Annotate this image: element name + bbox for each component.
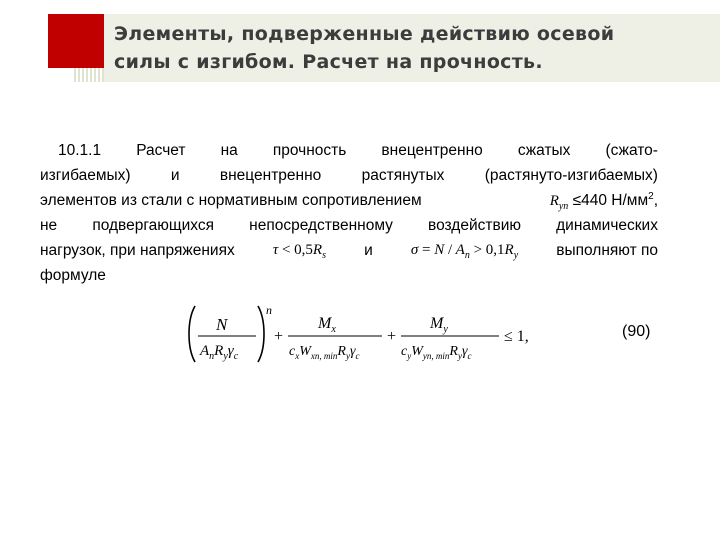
slide-title	[114, 20, 710, 76]
paragraph-line-5	[40, 238, 658, 263]
strength-limit: ≤440 Н/мм	[572, 192, 649, 209]
steel-strength-inline	[550, 188, 658, 213]
word: формуле	[40, 267, 106, 284]
word: сжатых	[517, 142, 571, 159]
title-line-1: Элементы, подверженные действию осевой	[114, 23, 615, 45]
svg-text:n: n	[266, 303, 272, 317]
word: на	[220, 142, 238, 159]
strength-formula	[186, 300, 566, 368]
word: (растянуто-изгибаемых)	[484, 167, 658, 184]
text-run: нагрузок, при напряжениях	[40, 242, 235, 259]
word: подвергающихся	[92, 217, 215, 234]
word: изгибаемых)	[40, 167, 131, 184]
math-sigma-condition: $\sigma = N / A_n > 0,1R_y$	[410, 242, 519, 261]
svg-text:AnRyγc: $A_nR_y\gamma_c$	[200, 343, 239, 362]
word: непосредственному	[249, 217, 393, 234]
first-term	[189, 303, 272, 362]
paragraph-line-1	[40, 138, 658, 163]
paragraph-line-4	[40, 213, 658, 238]
math-ryn: $R_{yn}$	[549, 193, 569, 212]
svg-text:cyWyn, minRyγc: $c_yW_{yn, min}R_y\gamma_c$	[401, 344, 472, 361]
word: внецентренно	[381, 142, 483, 159]
third-term	[401, 315, 499, 361]
decorative-stripes	[74, 68, 104, 82]
title-line-2: силы с изгибом. Расчет на прочность.	[114, 51, 543, 73]
word: воздействию	[428, 217, 521, 234]
word: 10.1.1	[58, 142, 102, 159]
math-tau-condition: $\tau < 0,5R_s$	[272, 242, 326, 261]
word: Расчет	[136, 142, 186, 159]
paragraph-line-3	[40, 188, 658, 213]
plus-sign: +	[274, 328, 284, 345]
paragraph	[40, 138, 658, 288]
svg-text:My: $M_y$	[430, 315, 448, 335]
paragraph-line-2	[40, 163, 658, 188]
word: и	[364, 242, 373, 259]
word: и	[170, 167, 180, 184]
word: динамических	[556, 217, 658, 234]
formula-number: (90)	[622, 323, 651, 340]
word: не	[40, 217, 58, 234]
word: прочность	[272, 142, 347, 159]
svg-text:Mx: $M_x$	[318, 315, 336, 335]
paragraph-line-6	[40, 263, 658, 288]
word: (сжато-	[605, 142, 658, 159]
plus-sign: +	[387, 328, 397, 345]
text-run: элементов из стали с нормативным сопротивлением	[40, 192, 422, 209]
svg-text:cxWxn, minRyγc: $c_xW_{xn, min}R_y\gamma_c$	[289, 344, 360, 361]
unit-exponent: 2	[648, 190, 654, 202]
word: растянутых	[361, 167, 445, 184]
punctuation: ,	[653, 192, 658, 209]
formula-comparator: ≤ 1,	[504, 328, 529, 345]
accent-block	[48, 14, 104, 68]
word: внецентренно	[219, 167, 322, 184]
text-run: выполняют по	[556, 242, 658, 259]
second-term	[288, 315, 382, 361]
svg-text:N: N	[216, 315, 228, 334]
